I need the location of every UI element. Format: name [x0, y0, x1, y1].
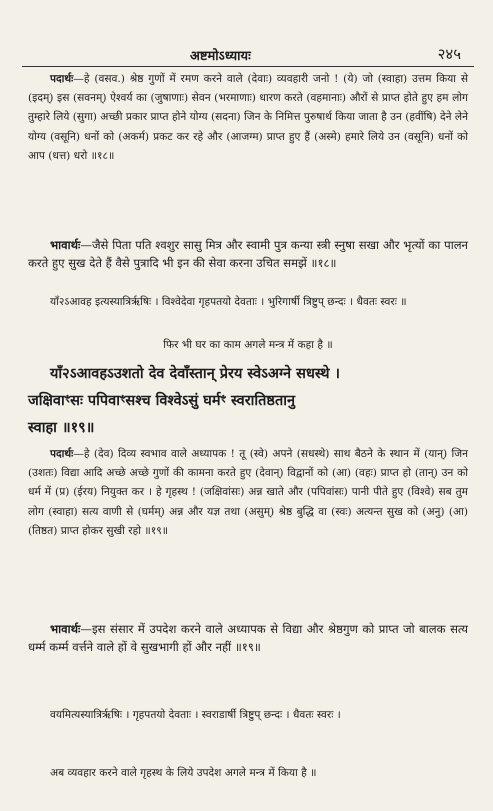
meta-text: याँ२ऽआवह इत्यस्यात्रिर्ऋषिः । विश्वेदेवा गृहपतयो देवताः । भुरिगार्षी त्रिष्टुप् छन्दः । धैवतः स्वरः ॥	[50, 296, 407, 308]
next-mantra-intro	[28, 764, 468, 783]
bhavartha-label: भावार्थः	[50, 238, 81, 252]
meta-text-2: वयमित्यस्यात्रिर्ऋषिः । गृहपतयो देवताः । स्वराडार्षी त्रिष्टुप् छन्दः । धैवतः स्वरः ।	[50, 709, 341, 721]
chapter-title: अष्टमोऽध्यायः	[190, 49, 251, 64]
mantra-line-1: याँ२ऽआवहऽउशतो देव देवाँस्तान् प्रेरय स्वेऽअग्ने सधस्थे ।	[50, 365, 341, 382]
running-header	[0, 46, 493, 68]
padartha-label-19: पदार्थः	[50, 448, 74, 460]
header-rule	[22, 66, 474, 67]
bhavartha-text: —जैसे पिता पति श्वशुर सासु मित्र और स्वामी पुत्र कन्या स्त्री स्नुषा सखा और भृत्यों का पालन करते हुए सुख देते हैं वैसे पुत्रादि भी इन की सेवा करना उचित समझें ॥१८॥	[28, 238, 468, 270]
mantra-line-2: जक्षिवाꣳसः पपिवाꣳसश्च विश्वेऽसुं घर्मꣳ स्वरातिष्ठतानु	[28, 392, 296, 409]
padartha-text-19: —हे (देव) दिव्य स्वभाव वाले अध्यापक ! तू (स्वे) अपने (सधस्थे) साथ बैठने के स्थान में (यान्) जिन (उशतः) विद्या आदि अच्छे अच्छे गुणों की कामना करते हुए (देवान्) विद्वानों को (आ) (वहः) प्राप्त हो (तान्) उन को धर्म में (प्र) (ईरय) नियुक्त कर । हे गृहस्थ ! (जक्षिवांसः) अन्न खाते और (पपिवांसः) पानी पीते हुए (विश्वे) सब तुम लोग (स्वाहा) सत्य वाणी से (घर्मम्) अन्न और यज्ञ तथा (असुम्) श्रेष्ठ बुद्धि वा (स्वः) अत्यन्त सुख को (अनु) (आ) (तिष्ठत) प्राप्त होकर सुखी रहो ॥१९॥	[28, 448, 468, 537]
bhavartha-text-19: —इस संसार में उपदेश करने वाले अध्यापक से विद्या और श्रेष्ठगुण को प्राप्त जो बालक सत्य धर्म्म कर्म्म वर्त्तने वाले हों वे सुखभागी हों और नहीं ॥१९॥	[28, 622, 468, 654]
padartha-paragraph-19	[28, 445, 468, 541]
page-number: २४५	[437, 45, 461, 63]
intro-text: फिर भी घर का काम अगले मन्त्र में कहा है ॥	[163, 339, 333, 351]
mantra-verse	[28, 360, 468, 441]
bhavartha-paragraph-18	[28, 236, 468, 272]
bhavartha-paragraph-19	[28, 620, 468, 656]
padartha-label: पदार्थः	[50, 73, 74, 85]
rishi-devata-line-2	[28, 706, 468, 725]
mantra-intro	[28, 336, 468, 354]
rishi-devata-line	[28, 293, 468, 312]
padartha-text: —हे (वसव.) श्रेष्ठ गुणों में रमण करने वाले (देवाः) व्यवहारी जनो ! (ये) जो (स्वाहा) उत्तम किया से (इदम्) इस (सवनम्) ऐश्वर्य का (जुषाणाः) सेवन (भरमाणाः) धारण करते (वहमानाः) औरों से प्राप्त होते हुए हम लोग तुम्हारे लिये (सुगा) अच्छी प्रकार प्राप्त होने योग्य (सदना) जिन के निमित्त पुरुषार्थ किया जाता है उन (हवींषि) देने लेने योग्य (वसूनि) धनों को (अकर्म) प्रकट कर रहे और (आजग्म) प्राप्त हुए हैं (अस्मे) हमारे लिये उन (वसूनि) धनों को आप (धत्त) धरो ॥१८॥	[28, 73, 468, 162]
footer-text: अब व्यवहार करने वाले गृहस्थ के लिये उपदेश अगले मन्त्र में किया है ॥	[50, 767, 317, 779]
bhavartha-label-19: भावार्थः	[50, 622, 81, 636]
padartha-paragraph-18	[28, 70, 468, 166]
mantra-line-3: स्वाहा ॥१९॥	[28, 419, 95, 436]
